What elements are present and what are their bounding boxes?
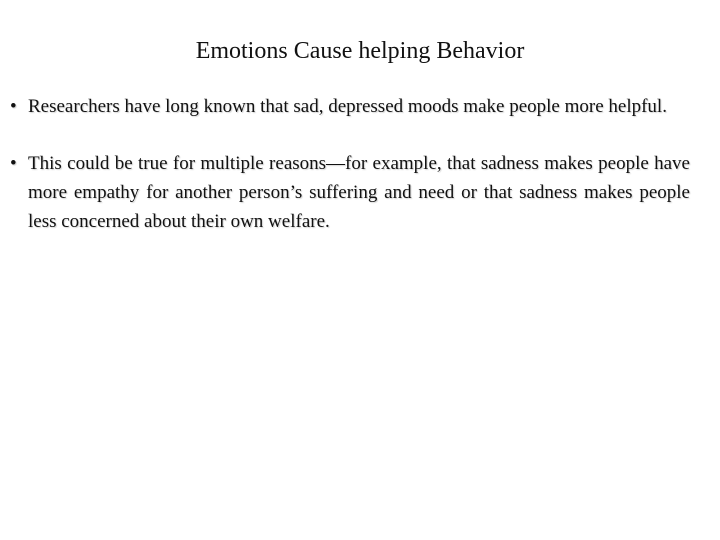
bullet-item	[10, 92, 690, 121]
bullet-dot-icon: •	[10, 96, 17, 117]
bullet-text: This could be true for multiple reasons—for example, that sadness makes people have more empathy for another person’s suffering and need or that sadness makes people less concerned about their own welfare.	[28, 153, 690, 232]
bullet-text: Researchers have long known that sad, depressed moods make people more helpful.	[28, 96, 667, 117]
slide-title: Emotions Cause helping Behavior	[195, 38, 525, 64]
bullet-dot-icon: •	[10, 153, 17, 174]
bullet-list	[10, 92, 690, 264]
bullet-item	[10, 149, 690, 236]
